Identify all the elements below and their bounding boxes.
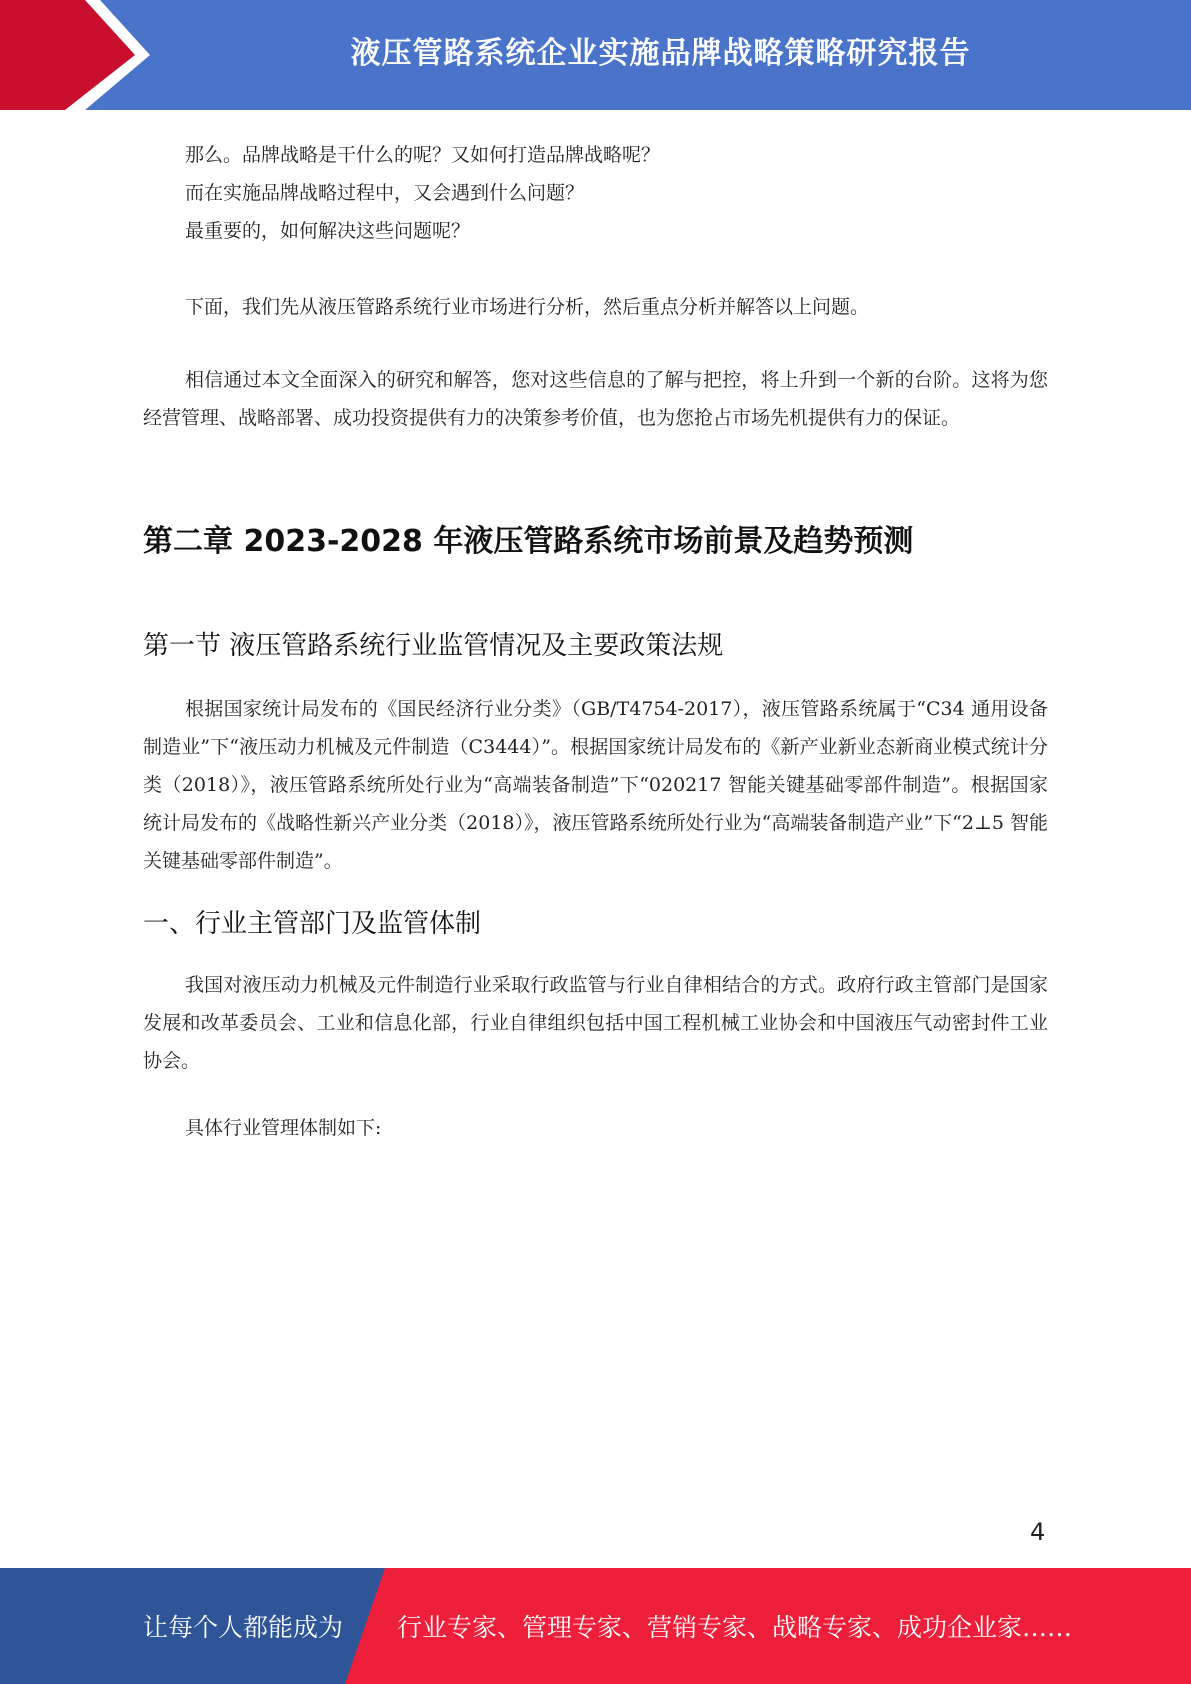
footer-slogan-right: 行业专家、管理专家、营销专家、战略专家、成功企业家…… <box>397 1613 1073 1642</box>
section-paragraph: 根据国家统计局发布的《国民经济行业分类》（GB/T4754-2017），液压管路系统属于“C34 通用设备制造业”下“液压动力机械及元件制造（C3444）”。根据国家统计局发布的《新产业新业态新商业模式统计分类（2018）》，液压管路系统所处行业为“高端装备制造”下“020217 智能关键基础零部件制造”。根据国家统计局发布的《战略性新兴产业分类（2018）》，液压管路系统所处行业为“高端装备制造产业”下“2⊥5 智能关键基础零部件制造”。 <box>143 698 1048 872</box>
subsection-paragraph: 我国对液压动力机械及元件制造行业采取行政监管与行业自律相结合的方式。政府行政主管部门是国家发展和改革委员会、工业和信息化部，行业自律组织包括中国工程机械工业协会和中国液压气动密封件工业协会。 <box>143 974 1048 1072</box>
footer-slogan-left: 让每个人都能成为 <box>143 1613 344 1642</box>
chapter-heading: 第二章 2023-2028 年液压管路系统市场前景及趋势预测 <box>143 524 914 559</box>
subsection-tail: 具体行业管理体制如下: <box>185 1117 382 1139</box>
section-heading: 第一节 液压管路系统行业监管情况及主要政策法规 <box>143 631 724 661</box>
page-footer <box>0 1568 1191 1684</box>
page-number: 4 <box>1030 1518 1046 1546</box>
page-header <box>0 0 1191 110</box>
intro-paragraph-2: 相信通过本文全面深入的研究和解答，您对这些信息的了解与把控，将上升到一个新的台阶。这将为您经营管理、战略部署、成功投资提供有力的决策参考价值，也为您抢占市场先机提供有力的保证。 <box>143 369 1048 429</box>
intro-paragraph-1: 下面，我们先从液压管路系统行业市场进行分析，然后重点分析并解答以上问题。 <box>185 296 870 318</box>
intro-question-1: 那么。品牌战略是干什么的呢？又如何打造品牌战略呢？ <box>185 144 661 166</box>
intro-question-3: 最重要的，如何解决这些问题呢？ <box>185 220 471 242</box>
report-title: 液压管路系统企业实施品牌战略策略研究报告 <box>350 36 971 71</box>
intro-question-2: 而在实施品牌战略过程中，又会遇到什么问题？ <box>185 182 585 204</box>
subsection-heading: 一、行业主管部门及监管体制 <box>143 909 482 939</box>
